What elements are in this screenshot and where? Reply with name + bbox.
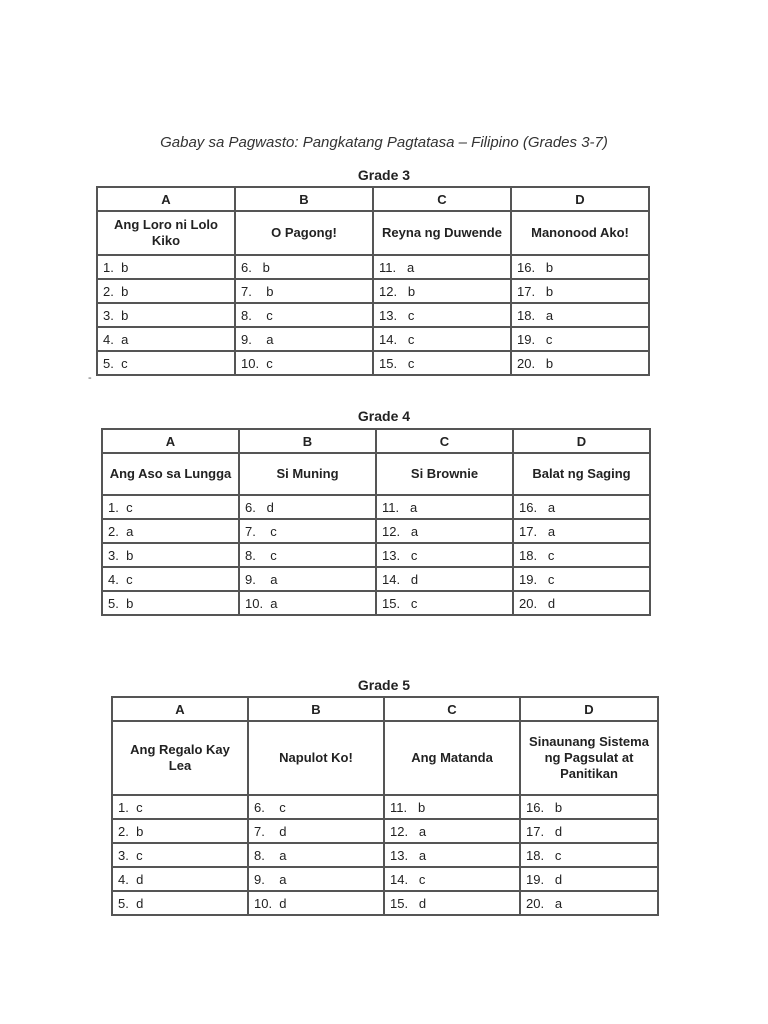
answer-cell: 1. c <box>112 795 248 819</box>
answer-cell: 7. d <box>248 819 384 843</box>
story-title: Sinaunang Sistema ng Pagsulat at Panitikan <box>520 721 658 795</box>
answer-cell: 7. b <box>235 279 373 303</box>
answer-cell: 11. a <box>373 255 511 279</box>
grade-4-answer-table <box>101 428 651 616</box>
answer-row <box>102 495 650 519</box>
column-letter: A <box>112 697 248 721</box>
column-letter: B <box>239 429 376 453</box>
column-letter: B <box>235 187 373 211</box>
answer-row <box>112 843 658 867</box>
story-title-row <box>112 721 658 795</box>
answer-cell: 9. a <box>239 567 376 591</box>
answer-cell: 10. a <box>239 591 376 615</box>
answer-cell: 10. c <box>235 351 373 375</box>
answer-cell: 20. a <box>520 891 658 915</box>
answer-cell: 19. c <box>513 567 650 591</box>
answer-row <box>102 543 650 567</box>
story-title: Ang Regalo Kay Lea <box>112 721 248 795</box>
answer-row <box>102 591 650 615</box>
answer-cell: 6. d <box>239 495 376 519</box>
answer-cell: 19. d <box>520 867 658 891</box>
answer-cell: 5. b <box>102 591 239 615</box>
grade-5-heading: Grade 5 <box>357 677 411 693</box>
answer-cell: 18. c <box>513 543 650 567</box>
answer-cell: 14. c <box>373 327 511 351</box>
answer-cell: 13. c <box>376 543 513 567</box>
answer-row <box>112 867 658 891</box>
answer-cell: 20. b <box>511 351 649 375</box>
answer-row <box>97 303 649 327</box>
answer-cell: 12. a <box>376 519 513 543</box>
answer-cell: 14. c <box>384 867 520 891</box>
answer-cell: 15. d <box>384 891 520 915</box>
answer-row <box>112 819 658 843</box>
story-title: Si Muning <box>239 453 376 495</box>
answer-cell: 15. c <box>376 591 513 615</box>
column-letter: D <box>511 187 649 211</box>
answer-cell: 3. b <box>102 543 239 567</box>
answer-cell: 18. c <box>520 843 658 867</box>
answer-cell: 4. a <box>97 327 235 351</box>
answer-cell: 17. a <box>513 519 650 543</box>
answer-cell: 9. a <box>235 327 373 351</box>
answer-cell: 11. b <box>384 795 520 819</box>
column-letter: C <box>373 187 511 211</box>
answer-cell: 3. c <box>112 843 248 867</box>
column-letter: D <box>520 697 658 721</box>
column-letter: A <box>97 187 235 211</box>
answer-cell: 2. b <box>97 279 235 303</box>
answer-cell: 18. a <box>511 303 649 327</box>
column-letter-row <box>102 429 650 453</box>
column-letter-row <box>112 697 658 721</box>
grade-3-answer-table <box>96 186 650 376</box>
answer-cell: 16. a <box>513 495 650 519</box>
answer-row <box>112 795 658 819</box>
column-letter: A <box>102 429 239 453</box>
answer-row <box>102 567 650 591</box>
story-title: Ang Loro ni Lolo Kiko <box>97 211 235 255</box>
answer-cell: 13. c <box>373 303 511 327</box>
column-letter: B <box>248 697 384 721</box>
grade-4-heading: Grade 4 <box>357 408 411 424</box>
answer-cell: 13. a <box>384 843 520 867</box>
column-letter: C <box>376 429 513 453</box>
answer-cell: 11. a <box>376 495 513 519</box>
stray-dash-mark: - <box>88 372 92 384</box>
answer-cell: 2. b <box>112 819 248 843</box>
answer-cell: 16. b <box>511 255 649 279</box>
answer-row <box>112 891 658 915</box>
story-title: Balat ng Saging <box>513 453 650 495</box>
story-title: O Pagong! <box>235 211 373 255</box>
answer-cell: 9. a <box>248 867 384 891</box>
answer-cell: 4. d <box>112 867 248 891</box>
story-title: Napulot Ko! <box>248 721 384 795</box>
answer-cell: 12. b <box>373 279 511 303</box>
answer-cell: 8. c <box>235 303 373 327</box>
story-title-row <box>102 453 650 495</box>
answer-cell: 4. c <box>102 567 239 591</box>
answer-cell: 17. b <box>511 279 649 303</box>
answer-cell: 14. d <box>376 567 513 591</box>
column-letter-row <box>97 187 649 211</box>
answer-cell: 19. c <box>511 327 649 351</box>
answer-cell: 8. a <box>248 843 384 867</box>
answer-cell: 7. c <box>239 519 376 543</box>
answer-cell: 6. b <box>235 255 373 279</box>
answer-cell: 1. b <box>97 255 235 279</box>
answer-cell: 5. d <box>112 891 248 915</box>
document-title: Gabay sa Pagwasto: Pangkatang Pagtatasa – Filipino (Grades 3-7) <box>160 134 608 151</box>
story-title: Manonood Ako! <box>511 211 649 255</box>
story-title: Ang Matanda <box>384 721 520 795</box>
grade-5-answer-table <box>111 696 659 916</box>
answer-row <box>97 279 649 303</box>
answer-cell: 16. b <box>520 795 658 819</box>
column-letter: C <box>384 697 520 721</box>
answer-cell: 2. a <box>102 519 239 543</box>
answer-cell: 12. a <box>384 819 520 843</box>
answer-row <box>97 255 649 279</box>
answer-cell: 5. c <box>97 351 235 375</box>
answer-cell: 1. c <box>102 495 239 519</box>
answer-cell: 6. c <box>248 795 384 819</box>
answer-cell: 20. d <box>513 591 650 615</box>
story-title: Si Brownie <box>376 453 513 495</box>
answer-row <box>97 327 649 351</box>
answer-cell: 8. c <box>239 543 376 567</box>
story-title-row <box>97 211 649 255</box>
grade-3-heading: Grade 3 <box>357 167 411 183</box>
story-title: Ang Aso sa Lungga <box>102 453 239 495</box>
answer-cell: 17. d <box>520 819 658 843</box>
answer-row <box>97 351 649 375</box>
answer-cell: 10. d <box>248 891 384 915</box>
story-title: Reyna ng Duwende <box>373 211 511 255</box>
column-letter: D <box>513 429 650 453</box>
answer-cell: 3. b <box>97 303 235 327</box>
answer-row <box>102 519 650 543</box>
answer-cell: 15. c <box>373 351 511 375</box>
